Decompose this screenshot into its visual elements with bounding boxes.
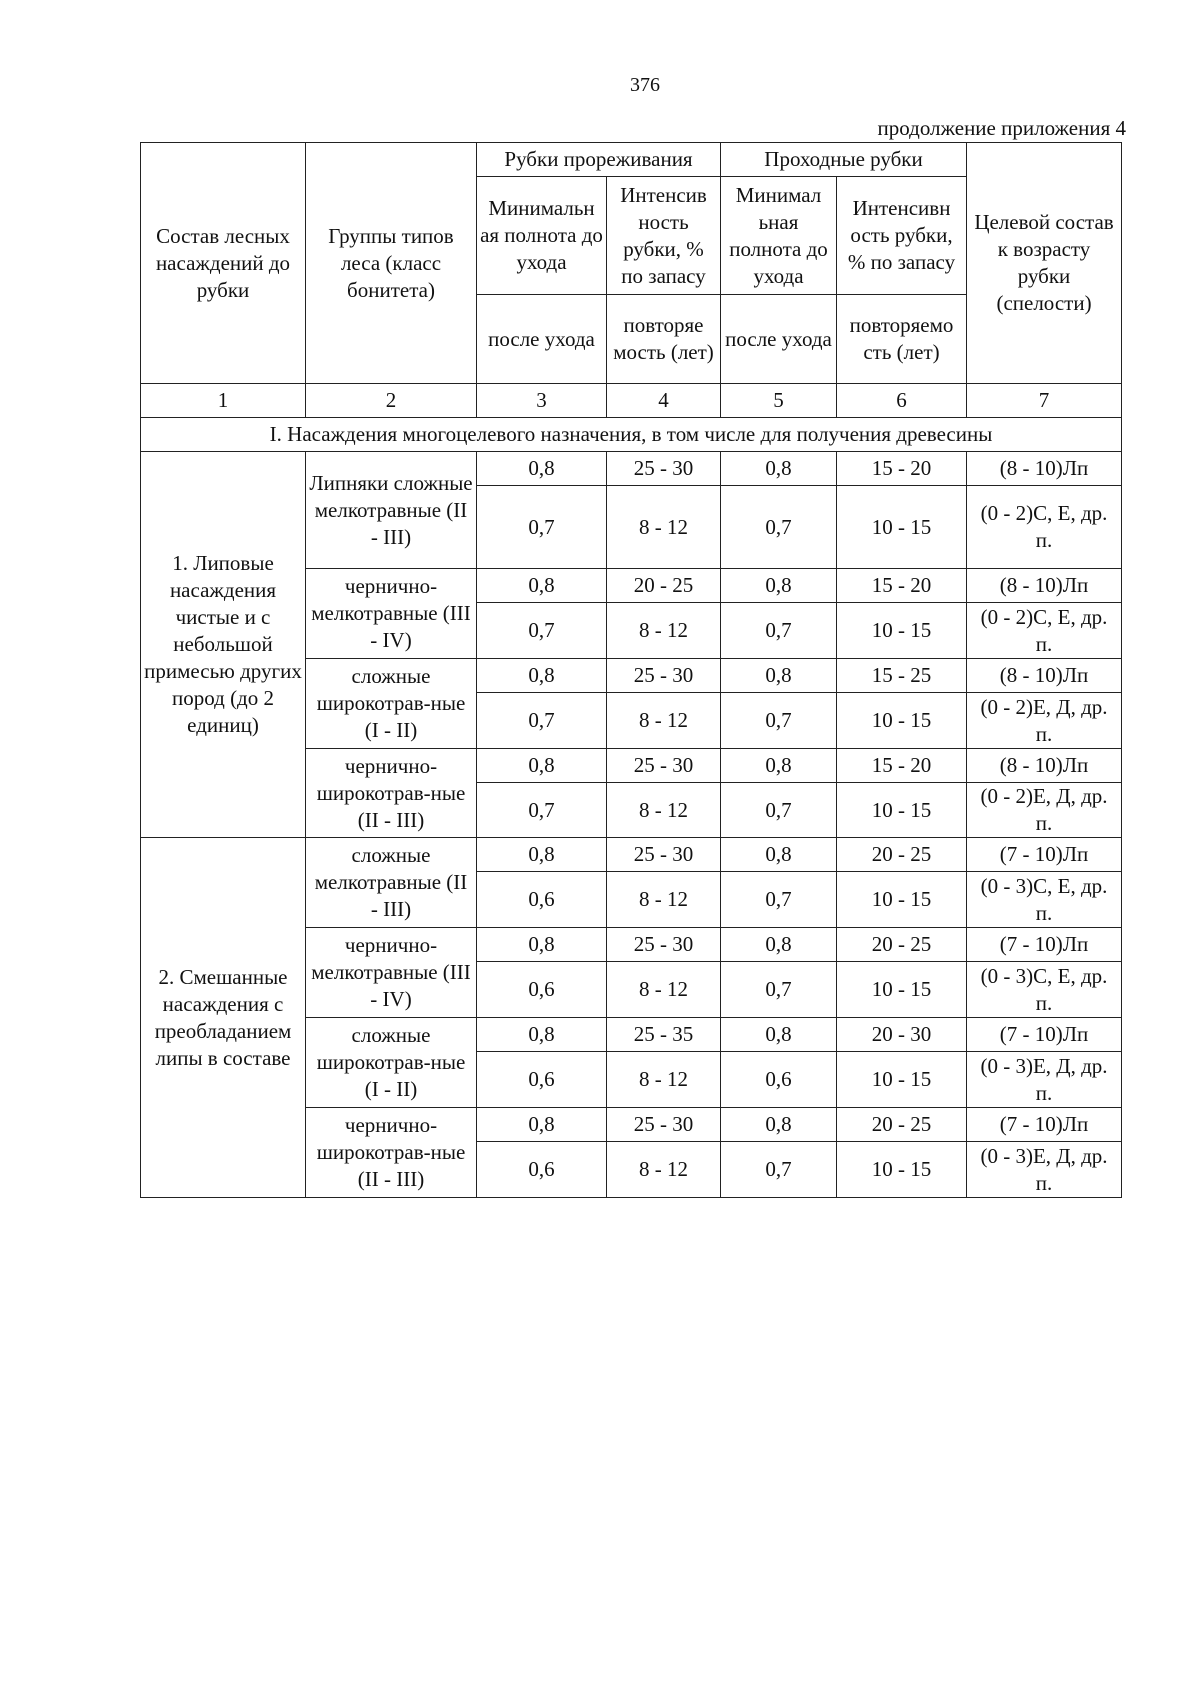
table-cell: 0,6 — [477, 1142, 607, 1198]
table-cell: (8 - 10)Лп — [967, 569, 1122, 603]
group-label: 1. Липовые насаждения чистые и с небольшой примесью других пород (до 2 единиц) — [141, 452, 306, 838]
table-cell: 25 - 30 — [607, 452, 721, 486]
table-cell: 0,7 — [721, 693, 837, 749]
table-cell: (0 - 3)С, Е, др. п. — [967, 872, 1122, 928]
section-title: I. Насаждения многоцелевого назначения, в том числе для получения древесины — [141, 418, 1122, 452]
forest-type-cell: сложные мелкотравные (II - III) — [306, 838, 477, 928]
table-cell: (0 - 3)Е, Д, др. п. — [967, 1052, 1122, 1108]
table-cell: 8 - 12 — [607, 693, 721, 749]
table-cell: 25 - 30 — [607, 659, 721, 693]
table-cell: 0,6 — [477, 1052, 607, 1108]
table-cell: 0,8 — [721, 452, 837, 486]
table-cell: 20 - 25 — [607, 569, 721, 603]
table-cell: (8 - 10)Лп — [967, 452, 1122, 486]
header-after-care-2: после ухода — [721, 295, 837, 384]
table-cell: 0,8 — [721, 749, 837, 783]
table-cell: 15 - 20 — [837, 569, 967, 603]
table-cell: (7 - 10)Лп — [967, 1108, 1122, 1142]
forest-type-cell: чернично-широкотрав-ные (II - III) — [306, 749, 477, 838]
header-repeat-2: повторяемо сть (лет) — [837, 295, 967, 384]
forest-type-cell: чернично-мелкотравные (III - IV) — [306, 569, 477, 659]
page-number: 376 — [630, 74, 660, 96]
table-cell: (8 - 10)Лп — [967, 749, 1122, 783]
forest-type-cell: чернично-широкотрав-ные (II - III) — [306, 1108, 477, 1198]
table-cell: 8 - 12 — [607, 1142, 721, 1198]
table-cell: 10 - 15 — [837, 783, 967, 838]
header-repeat: повторяе мость (лет) — [607, 295, 721, 384]
table-cell: 10 - 15 — [837, 693, 967, 749]
table-cell: 0,7 — [477, 783, 607, 838]
forest-type-cell: сложные широкотрав-ные (I - II) — [306, 659, 477, 749]
table-cell: 0,7 — [721, 1142, 837, 1198]
table-cell: 0,8 — [721, 569, 837, 603]
forest-thinning-table — [140, 142, 1122, 1198]
column-number: 4 — [607, 384, 721, 418]
table-cell: 15 - 20 — [837, 749, 967, 783]
header-composition: Состав лесных насаждений до рубки — [141, 143, 306, 384]
table-cell: 0,7 — [721, 486, 837, 569]
table-cell: 0,8 — [477, 749, 607, 783]
table-cell: 0,8 — [477, 1018, 607, 1052]
column-number: 2 — [306, 384, 477, 418]
column-number: 3 — [477, 384, 607, 418]
table-cell: 0,8 — [477, 452, 607, 486]
column-number: 7 — [967, 384, 1122, 418]
table-cell: 0,8 — [721, 1018, 837, 1052]
table-cell: 0,7 — [721, 603, 837, 659]
table-cell: 25 - 30 — [607, 749, 721, 783]
table-cell: 10 - 15 — [837, 872, 967, 928]
table-cell: 0,7 — [721, 872, 837, 928]
table-cell: (0 - 2)С, Е, др. п. — [967, 486, 1122, 569]
table-cell: 0,8 — [721, 1108, 837, 1142]
table-cell: 0,6 — [721, 1052, 837, 1108]
column-number: 5 — [721, 384, 837, 418]
table-cell: 0,8 — [477, 838, 607, 872]
table-cell: 15 - 25 — [837, 659, 967, 693]
table-cell: 25 - 30 — [607, 838, 721, 872]
table-cell: (0 - 2)Е, Д, др. п. — [967, 783, 1122, 838]
table-cell: (7 - 10)Лп — [967, 928, 1122, 962]
table-cell: 0,8 — [721, 659, 837, 693]
table-cell: 25 - 30 — [607, 928, 721, 962]
table-cell: 25 - 35 — [607, 1018, 721, 1052]
table-cell: (7 - 10)Лп — [967, 838, 1122, 872]
header-thinning: Рубки прореживания — [477, 143, 721, 177]
table-cell: 20 - 25 — [837, 838, 967, 872]
table-cell: 8 - 12 — [607, 783, 721, 838]
table-cell: 0,6 — [477, 872, 607, 928]
table-cell: 0,7 — [721, 962, 837, 1018]
header-min-density-2: Минимал ьная полнота до ухода — [721, 177, 837, 295]
header-forest-groups: Группы типов леса (класс бонитета) — [306, 143, 477, 384]
table-cell: 10 - 15 — [837, 1142, 967, 1198]
continuation-note: продолжение приложения 4 — [877, 116, 1126, 140]
table-cell: 20 - 25 — [837, 928, 967, 962]
table-cell: 25 - 30 — [607, 1108, 721, 1142]
table-cell: 0,8 — [721, 838, 837, 872]
table-cell: 15 - 20 — [837, 452, 967, 486]
table-cell: 0,7 — [721, 783, 837, 838]
column-numbers-row — [141, 384, 1122, 418]
header-target-composition: Целевой состав к возрасту рубки (спелости) — [967, 143, 1122, 384]
table-row — [141, 838, 1122, 872]
table-cell: 0,7 — [477, 693, 607, 749]
table-cell: 0,8 — [477, 1108, 607, 1142]
table-cell: 20 - 25 — [837, 1108, 967, 1142]
header-min-density: Минимальн ая полнота до ухода — [477, 177, 607, 295]
table-cell: 0,8 — [477, 569, 607, 603]
table-cell: 10 - 15 — [837, 1052, 967, 1108]
table-cell: 8 - 12 — [607, 603, 721, 659]
group-label: 2. Смешанные насаждения с преобладанием липы в составе — [141, 838, 306, 1198]
table-cell: 0,8 — [721, 928, 837, 962]
table-cell: 8 - 12 — [607, 872, 721, 928]
table-row — [141, 452, 1122, 486]
table-cell: 0,7 — [477, 603, 607, 659]
table-cell: (8 - 10)Лп — [967, 659, 1122, 693]
table-cell: 0,8 — [477, 659, 607, 693]
forest-type-cell: Липняки сложные мелкотравные (II - III) — [306, 452, 477, 569]
table-cell: 0,8 — [477, 928, 607, 962]
table-cell: (0 - 2)Е, Д, др. п. — [967, 693, 1122, 749]
table-cell: (7 - 10)Лп — [967, 1018, 1122, 1052]
forest-type-cell: сложные широкотрав-ные (I - II) — [306, 1018, 477, 1108]
header-intensity: Интенсив ность рубки, % по запасу — [607, 177, 721, 295]
table-cell: (0 - 2)С, Е, др. п. — [967, 603, 1122, 659]
column-number: 1 — [141, 384, 306, 418]
table-cell: (0 - 3)Е, Д, др. п. — [967, 1142, 1122, 1198]
table-cell: 10 - 15 — [837, 962, 967, 1018]
table-cell: 0,7 — [477, 486, 607, 569]
header-after-care: после ухода — [477, 295, 607, 384]
table-cell: 20 - 30 — [837, 1018, 967, 1052]
column-number: 6 — [837, 384, 967, 418]
table-cell: 8 - 12 — [607, 962, 721, 1018]
table-cell: 8 - 12 — [607, 486, 721, 569]
header-intensity-2: Интенсивн ость рубки, % по запасу — [837, 177, 967, 295]
forest-type-cell: чернично-мелкотравные (III - IV) — [306, 928, 477, 1018]
table-cell: 10 - 15 — [837, 486, 967, 569]
table-cell: 10 - 15 — [837, 603, 967, 659]
table-cell: (0 - 3)С, Е, др. п. — [967, 962, 1122, 1018]
table-cell: 0,6 — [477, 962, 607, 1018]
table-cell: 8 - 12 — [607, 1052, 721, 1108]
header-passing-cuts: Проходные рубки — [721, 143, 967, 177]
